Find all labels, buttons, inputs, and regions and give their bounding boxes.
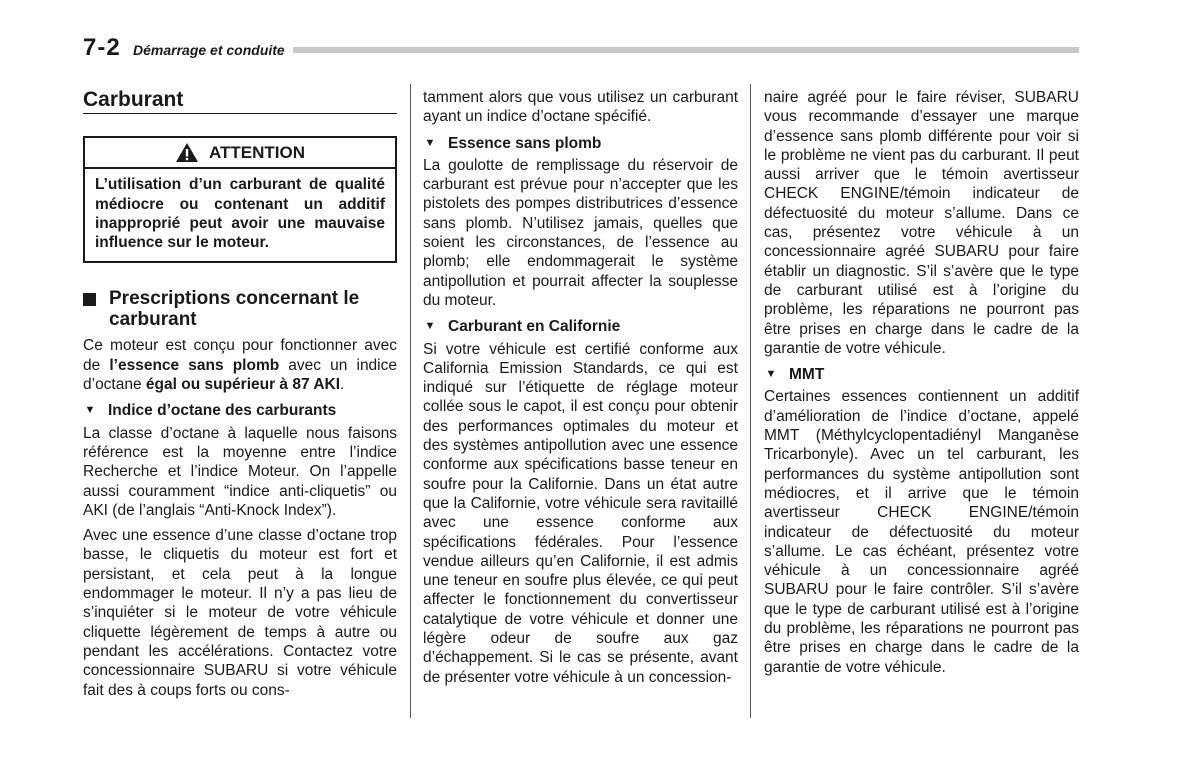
page-number: 7-2 bbox=[83, 34, 121, 61]
topic-title: Carburant en Californie bbox=[448, 318, 621, 336]
attention-text: L’utilisation d’un carburant de qualité médiocre ou contenant un additif inapproprié peut avoir une mauvaise influence sur le moteur. bbox=[95, 176, 385, 252]
attention-box bbox=[83, 136, 397, 263]
topic-title: MMT bbox=[789, 366, 825, 384]
black-square-icon bbox=[83, 293, 96, 306]
intro-text: Ce moteur est conçu pour fonctionner avec de bbox=[83, 337, 397, 374]
attention-header bbox=[85, 138, 395, 169]
topic-title: Indice d’octane des carburants bbox=[108, 402, 337, 420]
down-triangle-icon: ▼ bbox=[765, 368, 777, 381]
paragraph: tamment alors que vous utilisez un carburant ayant un indice d’octane spécifié. bbox=[423, 89, 738, 126]
header-rule bbox=[293, 47, 1079, 53]
column-divider bbox=[410, 84, 411, 718]
topic-heading bbox=[423, 134, 738, 153]
column-3 bbox=[764, 88, 1079, 677]
topic-heading bbox=[764, 365, 1079, 384]
down-triangle-icon: ▼ bbox=[424, 320, 436, 333]
topic-title: Essence sans plomb bbox=[448, 134, 602, 152]
intro-bold-text: l’essence sans plomb bbox=[109, 356, 280, 374]
warning-triangle-icon bbox=[175, 142, 199, 163]
chapter-title: Démarrage et conduite bbox=[133, 42, 285, 58]
page-header bbox=[83, 34, 1079, 62]
attention-label: ATTENTION bbox=[208, 143, 305, 163]
section-title: Carburant bbox=[83, 88, 397, 114]
paragraph: Avec une essence d’une classe d’octane trop basse, le cliquetis du moteur est fort et persistant, et cela peut à la longue endommager le moteur. Il n’y a pas lieu de s’inquiéter si le moteur de votre véhicule cliquette légèrement de temps à autre ou pendant les accélérations. Contactez votre concessionnaire SUBARU si votre véhicule fait des à coups forts ou cons- bbox=[83, 527, 397, 699]
paragraph: La classe d’octane à laquelle nous faisons référence est la moyenne entre l’indice Recherche et l’indice Moteur. On l’appelle aussi couramment “indice anti-cliquetis” ou AKI (de l’anglais “Anti-Knock Index”). bbox=[83, 424, 397, 519]
intro-text: . bbox=[340, 376, 345, 394]
intro-bold-text: égal ou supérieur à 87 AKI bbox=[145, 376, 341, 394]
column-2 bbox=[423, 88, 738, 687]
paragraph: La goulotte de remplissage du réservoir de carburant est prévue pour n’accepter que les pistolets des pompes distributrices d’essence sans plomb. N’utilisez jamais, quelles que soient les circonstances, de l’essence au plomb; elle endommagerait le système antipollution et pourrait affecter la souplesse du moteur. bbox=[423, 156, 738, 309]
column-1 bbox=[83, 88, 397, 700]
topic-heading bbox=[423, 317, 738, 336]
intro-paragraph bbox=[83, 336, 397, 394]
paragraph: Si votre véhicule est certifié conforme aux California Emission Standards, ce qui est indiqué sur l’étiquette de réglage moteur collée sous le capot, il est conçu pour obtenir des performances optimales du moteur et des systèmes antipollution avec une essence conforme aux spécifications basse teneur en soufre pour la Californie. Dans un état autre que la Californie, votre véhicule sera ravitaillé avec une essence conforme aux spécifications fédérales. Pour l’essence vendue ailleurs qu’en Californie, il est admis une teneur en soufre plus élevée, ce qui peut affecter le fonctionnement du convertisseur catalytique de votre véhicule et donner une légère odeur de soufre aux gaz d’échappement. Si le cas se présente, avant de présenter votre véhicule à un concession- bbox=[423, 340, 738, 686]
down-triangle-icon: ▼ bbox=[84, 404, 96, 417]
paragraph: naire agréé pour le faire réviser, SUBARU vous recommande d’essayer une marque d’essence sans plomb différente pour voir si le problème ne vient pas du carburant. Il peut aussi arriver que le témoin avertisseur CHECK ENGINE/témoin indicateur de défectuosité du moteur s’allume. Dans ce cas, présentez votre véhicule à un concessionnaire agréé SUBARU pour faire établir un diagnostic. S’il s’avère que le type de carburant utilisé est à l’origine du problème, les réparations ne pourront pas être prises en charge dans le cadre de la garantie de votre véhicule. bbox=[764, 89, 1079, 357]
intro-text: avec un indice d’octane bbox=[83, 356, 397, 394]
paragraph: Certaines essences contiennent un additif d’amélioration de l’indice d’octane, appelé MMT (Méthylcyclopentadiényl Manganèse Tricarbonyle). Avec un tel carburant, les performances du système antipollution sont médiocres, et il arrive que le témoin avertisseur CHECK ENGINE/témoin indicateur de défectuosité du moteur s’allume. Le cas échéant, présentez votre véhicule à un concessionnaire agréé SUBARU pour le faire contrôler. S’il s’avère que le type de carburant utilisé est à l’origine du problème, les réparations ne pourront pas être prises en charge dans le cadre de la garantie de votre véhicule. bbox=[764, 388, 1079, 676]
subsection-heading bbox=[83, 288, 397, 330]
subsection-title: Prescriptions concernant le carburant bbox=[109, 288, 360, 331]
topic-heading bbox=[83, 401, 397, 420]
down-triangle-icon: ▼ bbox=[424, 136, 436, 149]
column-divider bbox=[750, 84, 751, 718]
